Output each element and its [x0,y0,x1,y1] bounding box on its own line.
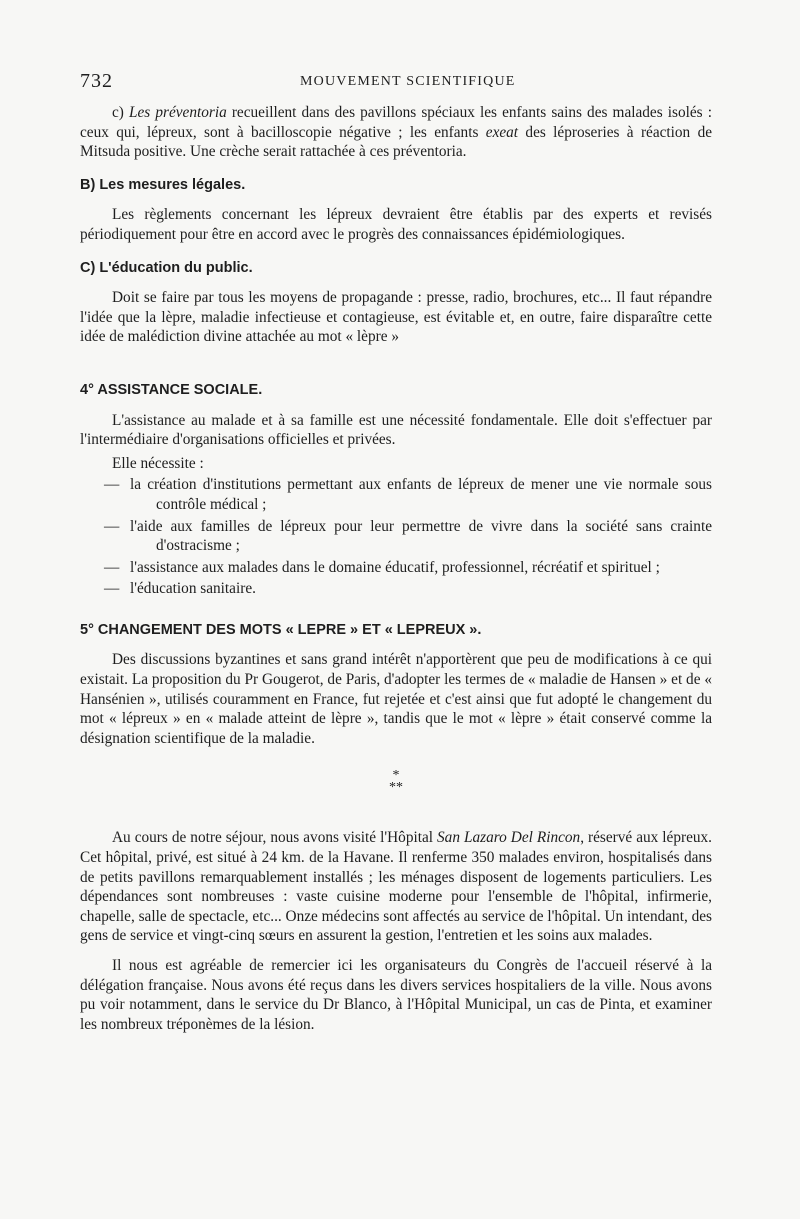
paragraph-word-change: Des discussions byzantines et sans grand intérêt n'apportèrent que peu de modifications à ce qui existait. La proposition du Pr Gougerot, de Paris, d'adopter les termes de « maladie de Hansen » et de « Hansénien », utilisés couramment en France, fut rejetée et c'est ainsi que fut adopté le changement du mot « lépreux » en « malade atteint de lèpre », tandis que le mot « lèpre » était conservé comme la désignation scientifique de la maladie. [80,651,712,747]
paragraph-social-assistance: L'assistance au malade et à sa famille est une nécessité fondamentale. Elle doit s'effectuer par l'intermédiaire d'organisations officielles et privées. [80,411,712,449]
page-number: 732 [80,70,113,92]
list-item [80,517,712,556]
paragraph-preventoria [80,103,712,162]
page-body [80,103,712,1034]
paragraph-lead: Elle nécessite : [112,454,204,472]
list-item [80,558,712,578]
heading-word-change: 5° CHANGEMENT DES MOTS « LEPRE » ET « LEPREUX ». [80,621,482,638]
item-label: c) [112,104,129,121]
heading-public-education: C) L'éducation du public. [80,259,253,276]
paragraph-text: recueillent dans des pavillons spéciaux les enfants sains des malades isolés : ceux qui, lépreux, sont à bacilloscopie négative ; les enfants [80,104,712,141]
list-item-text: l'aide aux familles de lépreux pour leur permettre de vivre dans la société sans crainte d'ostracisme ; [130,517,712,555]
paragraph-hospital-visit [80,828,712,946]
list-item-text: l'éducation sanitaire. [130,580,256,598]
paragraph-text: , réservé aux lépreux. Cet hôpital, privé, est situé à 24 km. de la Havane. Il renferme 350 malades environ, hospitalisés dans de petits pavillons remarquablement installés ; les ménages disposent de logements particuliers. Les dépendances sont nombreuses : vaste cuisine moderne pour l'ensemble de l'hôpital, infirmerie, chapelle, salle de spectacle, etc... Onze médecins sont affectés au service de l'hôpital. Un intendant, des gens de service et vingt-cinq sœurs en assurent la gestion, l'entretien et les soins aux malades. [80,829,712,945]
dash-mark: — [104,558,120,576]
exeat-term: exeat [485,123,519,141]
section-separator [80,770,712,794]
list-item-text: l'assistance aux malades dans le domaine éducatif, professionnel, récréatif et spirituel ; [130,558,660,576]
dash-mark: — [104,517,120,535]
list-item [80,475,712,514]
separator-star-bottom: ** [389,780,403,796]
paragraph-acknowledgements: Il nous est agréable de remercier ici les organisateurs du Congrès de l'accueil réservé à la délégation française. Nous avons été reçus dans les divers services hospitaliers de la ville. Nous avons pu voir notamment, dans le service du Dr Blanco, à l'Hôpital Municipal, un cas de Pinta, et examiner les nombreux tréponèmes de la lésion. [80,957,712,1033]
paragraph-public-education: Doit se faire par tous les moyens de propagande : presse, radio, brochures, etc... Il faut répandre l'idée que la lèpre, maladie infectieuse et contagieuse, est évitable et, en outre, faire disparaître cette idée de malédiction divine attachée au mot « lèpre » [80,289,712,346]
separator-star-top: * [392,768,400,784]
assistance-list [80,475,712,599]
dash-mark: — [104,580,120,598]
dash-mark: — [104,476,120,494]
hospital-name: San Lazaro Del Rincon [437,829,581,847]
paragraph-text: des léproseries à réaction de Mitsuda positive. Une crèche serait rattachée à ces préventoria. [80,123,713,161]
page-header [80,70,720,96]
paragraph-text: Au cours de notre séjour, nous avons visité l'Hôpital [112,829,438,847]
preventoria-term: Les préventoria [129,104,227,121]
heading-social-assistance: 4° ASSISTANCE SOCIALE. [80,381,263,398]
list-item [80,579,712,599]
paragraph-legal-measures: Les règlements concernant les lépreux devraient être établis par des experts et revisés périodiquement pour être en accord avec le progrès des connaissances épidémiologiques. [80,206,712,243]
running-head: MOUVEMENT SCIENTIFIQUE [300,74,516,89]
list-item-text: la création d'institutions permettant aux enfants de lépreux de mener une vie normale sous contrôle médical ; [130,476,712,513]
heading-legal-measures: B) Les mesures légales. [80,176,246,193]
